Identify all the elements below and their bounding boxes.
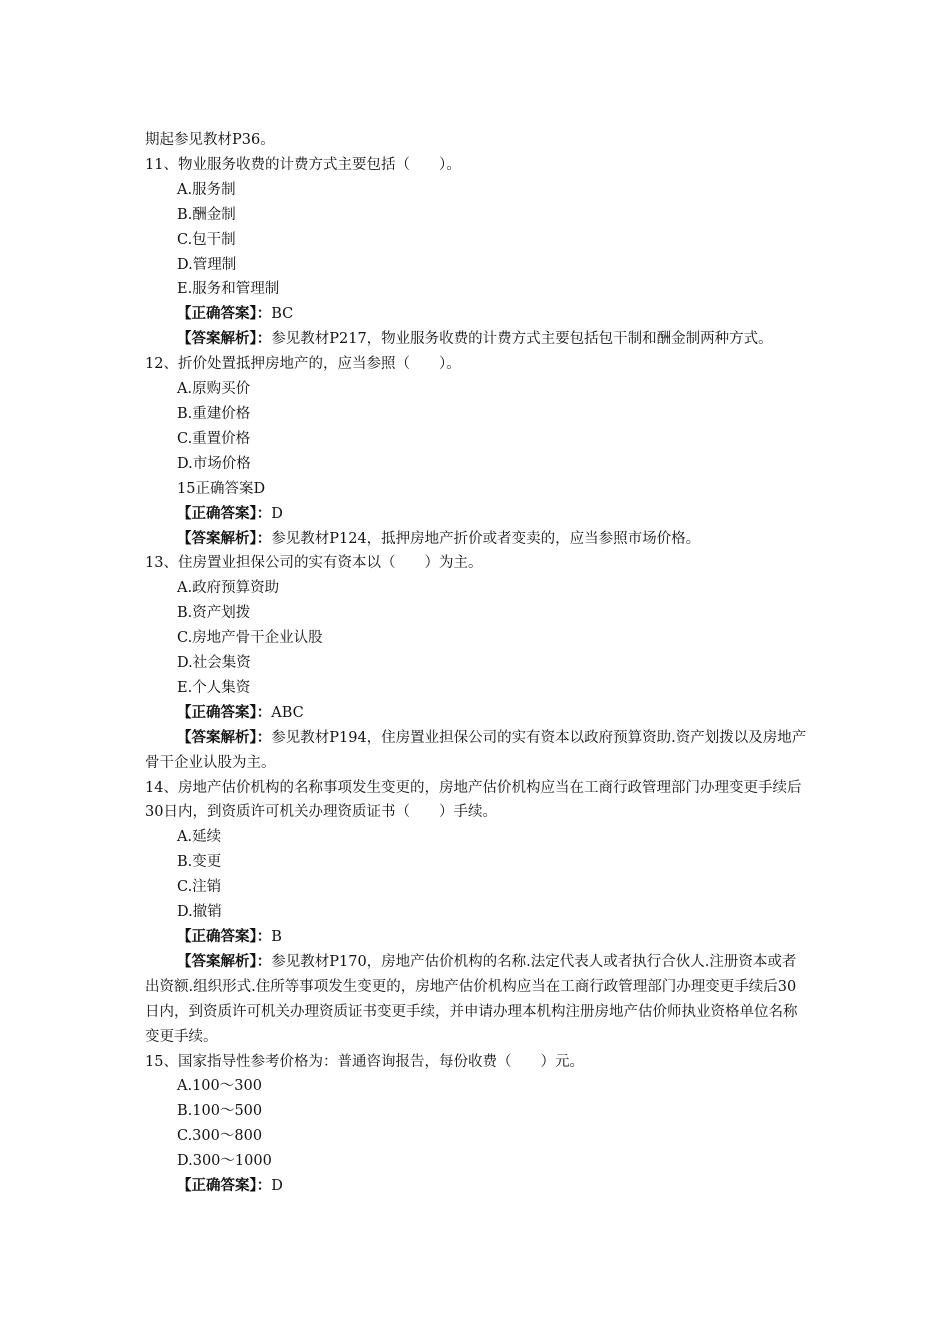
answer-analysis (145, 726, 810, 776)
analysis-text: 参见教材P194，住房置业担保公司的实有资本以政府预算资助.资产划拨以及房地产骨干企业认股为主。 (145, 729, 807, 771)
analysis-text: 参见教材P124，抵押房地产折价或者变卖的，应当参照市场价格。 (271, 530, 701, 547)
answer-analysis (145, 327, 810, 352)
option-e: E.服务和管理制 (177, 281, 280, 298)
answer-value: D (271, 505, 283, 522)
option-d: D.管理制 (177, 256, 237, 273)
document-body (145, 128, 810, 1199)
question-12 (145, 352, 810, 551)
correct-answer (145, 502, 810, 527)
question-15 (145, 1050, 810, 1199)
analysis-text: 参见教材P217，物业服务收费的计费方式主要包括包干制和酬金制两种方式。 (271, 331, 773, 348)
option-e: E.个人集资 (177, 679, 251, 696)
answer-label: 【正确答案】： (177, 305, 272, 323)
correct-answer (145, 701, 810, 726)
option-a: A.服务制 (177, 181, 236, 198)
option-d: D.撤销 (177, 904, 222, 921)
analysis-label: 【答案解析】： (177, 529, 272, 547)
correct-answer (145, 302, 810, 327)
answer-label: 【正确答案】： (177, 1177, 272, 1195)
answer-value: BC (271, 306, 294, 323)
option-b: B.变更 (177, 854, 222, 871)
option-a: A.原购买价 (177, 381, 251, 398)
option-b: B.100～500 (177, 1103, 263, 1120)
answer-label: 【正确答案】： (177, 504, 272, 522)
option-d: D.社会集资 (177, 655, 251, 672)
question-13 (145, 551, 810, 775)
option-d: D.市场价格 (177, 455, 251, 472)
answer-label: 【正确答案】： (177, 928, 272, 945)
answer-analysis (145, 527, 810, 552)
question-stem: 14、房地产估价机构的名称事项发生变更的，房地产估价机构应当在工商行政管理部门办理变更手续后30日内，到资质许可机关办理资质证书（ ）手续。 (145, 779, 802, 821)
correct-answer (145, 925, 810, 950)
option-b: B.资产划拨 (177, 605, 251, 622)
answer-analysis (145, 950, 810, 1050)
option-a: A.政府预算资助 (177, 580, 280, 597)
option-a: A.延续 (177, 829, 222, 846)
analysis-label: 【答案解析】： (177, 952, 272, 970)
option-b: B.酬金制 (177, 206, 236, 223)
analysis-text: 参见教材P170，房地产估价机构的名称.法定代表人或者执行合伙人.注册资本或者出资额.组织形式.住所等事项发生变更的，房地产估价机构应当在工商行政管理部门办理变更手续后30日内，到资质许可机关办理资质证书变更手续，并申请办理本机构注册房地产估价师执业资格单位名称变更手续。 (145, 953, 798, 1045)
answer-label: 【正确答案】： (177, 703, 272, 721)
option-c: C.房地产骨干企业认股 (177, 630, 323, 647)
correct-answer (145, 1174, 810, 1199)
answer-value: D (271, 1178, 283, 1195)
question-11 (145, 153, 810, 352)
question-stem: 11、物业服务收费的计费方式主要包括（ ）。 (145, 156, 461, 173)
stray-note: 15正确答案D (177, 480, 266, 497)
option-c: C.300～800 (177, 1128, 263, 1145)
answer-value: ABC (271, 704, 304, 721)
option-a: A.100～300 (177, 1078, 262, 1095)
analysis-label: 【答案解析】： (177, 330, 272, 348)
intro-text: 期起参见教材P36。 (145, 132, 275, 148)
option-c: C.重置价格 (177, 430, 251, 447)
option-b: B.重建价格 (177, 405, 251, 422)
option-d: D.300～1000 (177, 1153, 272, 1170)
option-c: C.包干制 (177, 231, 236, 248)
question-stem: 13、住房置业担保公司的实有资本以（ ）为主。 (145, 555, 483, 572)
question-stem: 12、折价处置抵押房地产的，应当参照（ ）。 (145, 356, 461, 373)
option-c: C.注销 (177, 879, 222, 896)
analysis-label: 【答案解析】： (177, 728, 272, 746)
question-14 (145, 776, 810, 1050)
question-stem: 15、国家指导性参考价格为：普通咨询报告，每份收费（ ）元。 (145, 1053, 584, 1070)
answer-value: B (271, 929, 282, 945)
